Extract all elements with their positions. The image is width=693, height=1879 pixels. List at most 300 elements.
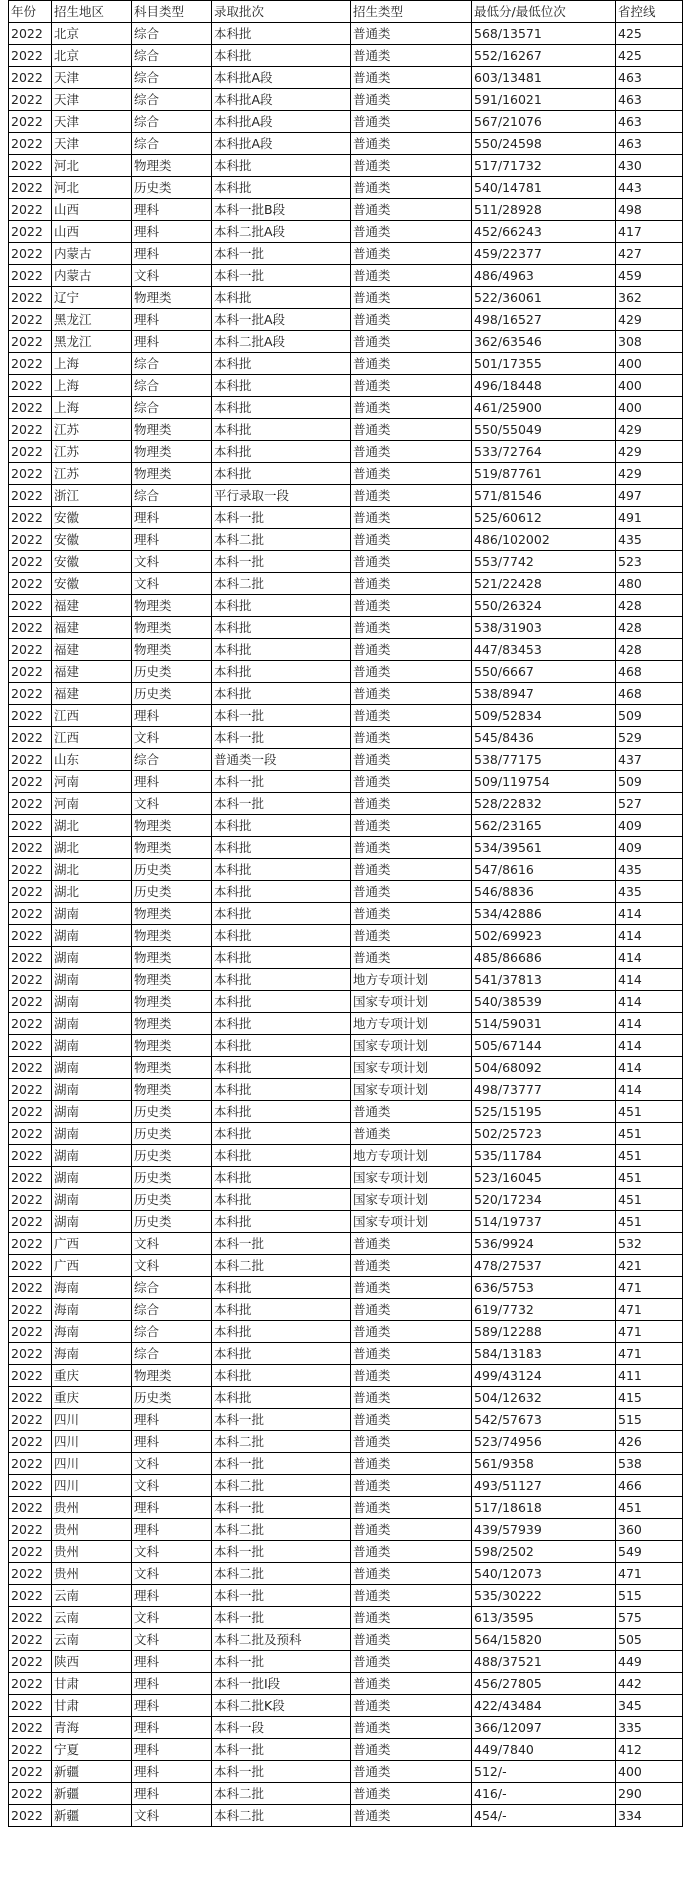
region-cell: 安徽: [52, 573, 132, 595]
subject-type-cell: 理科: [132, 331, 212, 353]
region-cell: 江西: [52, 727, 132, 749]
region-cell: 江苏: [52, 441, 132, 463]
min-score-rank-cell: 538/77175: [472, 749, 616, 771]
enrollment-type-cell: 普通类: [351, 903, 472, 925]
control-line-cell: 429: [616, 441, 683, 463]
region-cell: 河南: [52, 793, 132, 815]
region-cell: 福建: [52, 595, 132, 617]
min-score-rank-cell: 613/3595: [472, 1607, 616, 1629]
subject-type-cell: 理科: [132, 529, 212, 551]
batch-cell: 本科一批: [212, 1497, 351, 1519]
control-line-cell: 415: [616, 1387, 683, 1409]
min-score-rank-cell: 512/-: [472, 1761, 616, 1783]
min-score-rank-cell: 496/18448: [472, 375, 616, 397]
table-row: [9, 485, 683, 507]
min-score-rank-cell: 493/51127: [472, 1475, 616, 1497]
enrollment-type-cell: 普通类: [351, 111, 472, 133]
subject-type-cell: 综合: [132, 1277, 212, 1299]
control-line-cell: 538: [616, 1453, 683, 1475]
subject-type-cell: 综合: [132, 45, 212, 67]
table-row: [9, 1079, 683, 1101]
region-cell: 湖南: [52, 1101, 132, 1123]
subject-type-cell: 理科: [132, 1497, 212, 1519]
enrollment-type-cell: 国家专项计划: [351, 1057, 472, 1079]
year-cell: 2022: [9, 1783, 52, 1805]
min-score-rank-cell: 486/102002: [472, 529, 616, 551]
subject-type-cell: 历史类: [132, 1167, 212, 1189]
region-cell: 青海: [52, 1717, 132, 1739]
region-cell: 甘肃: [52, 1695, 132, 1717]
year-cell: 2022: [9, 815, 52, 837]
enrollment-type-cell: 普通类: [351, 1717, 472, 1739]
batch-cell: 本科批: [212, 287, 351, 309]
year-cell: 2022: [9, 1673, 52, 1695]
year-cell: 2022: [9, 1629, 52, 1651]
year-cell: 2022: [9, 771, 52, 793]
year-cell: 2022: [9, 1211, 52, 1233]
batch-cell: 本科二批K段: [212, 1695, 351, 1717]
min-score-rank-cell: 584/13183: [472, 1343, 616, 1365]
min-score-rank-cell: 504/12632: [472, 1387, 616, 1409]
batch-cell: 本科二批: [212, 1519, 351, 1541]
min-score-rank-cell: 540/12073: [472, 1563, 616, 1585]
year-cell: 2022: [9, 1365, 52, 1387]
min-score-rank-cell: 523/74956: [472, 1431, 616, 1453]
control-line-cell: 459: [616, 265, 683, 287]
region-cell: 山西: [52, 221, 132, 243]
min-score-rank-cell: 567/21076: [472, 111, 616, 133]
region-cell: 辽宁: [52, 287, 132, 309]
year-cell: 2022: [9, 1739, 52, 1761]
control-line-cell: 509: [616, 771, 683, 793]
subject-type-cell: 历史类: [132, 1123, 212, 1145]
batch-cell: 本科一批: [212, 793, 351, 815]
enrollment-type-cell: 普通类: [351, 1607, 472, 1629]
year-cell: 2022: [9, 133, 52, 155]
control-line-cell: 451: [616, 1189, 683, 1211]
region-cell: 天津: [52, 133, 132, 155]
region-cell: 湖南: [52, 969, 132, 991]
subject-type-cell: 综合: [132, 1321, 212, 1343]
table-row: [9, 947, 683, 969]
header-batch: 录取批次: [212, 1, 351, 23]
batch-cell: 本科一批: [212, 1651, 351, 1673]
year-cell: 2022: [9, 1255, 52, 1277]
subject-type-cell: 文科: [132, 1255, 212, 1277]
subject-type-cell: 物理类: [132, 1079, 212, 1101]
header-min-score-rank: 最低分/最低位次: [472, 1, 616, 23]
control-line-cell: 437: [616, 749, 683, 771]
enrollment-type-cell: 普通类: [351, 683, 472, 705]
region-cell: 山东: [52, 749, 132, 771]
table-row: [9, 243, 683, 265]
region-cell: 内蒙古: [52, 265, 132, 287]
year-cell: 2022: [9, 155, 52, 177]
year-cell: 2022: [9, 661, 52, 683]
header-enrollment-type: 招生类型: [351, 1, 472, 23]
table-row: [9, 1101, 683, 1123]
batch-cell: 本科批: [212, 1387, 351, 1409]
min-score-rank-cell: 485/86686: [472, 947, 616, 969]
year-cell: 2022: [9, 1431, 52, 1453]
batch-cell: 本科一批: [212, 1541, 351, 1563]
enrollment-type-cell: 普通类: [351, 243, 472, 265]
year-cell: 2022: [9, 485, 52, 507]
min-score-rank-cell: 562/23165: [472, 815, 616, 837]
region-cell: 河北: [52, 155, 132, 177]
enrollment-type-cell: 普通类: [351, 947, 472, 969]
min-score-rank-cell: 564/15820: [472, 1629, 616, 1651]
table-row: [9, 727, 683, 749]
table-row: [9, 969, 683, 991]
batch-cell: 本科批: [212, 903, 351, 925]
year-cell: 2022: [9, 859, 52, 881]
table-row: [9, 991, 683, 1013]
min-score-rank-cell: 636/5753: [472, 1277, 616, 1299]
enrollment-type-cell: 普通类: [351, 1431, 472, 1453]
subject-type-cell: 物理类: [132, 155, 212, 177]
control-line-cell: 451: [616, 1167, 683, 1189]
control-line-cell: 430: [616, 155, 683, 177]
batch-cell: 本科批: [212, 1123, 351, 1145]
enrollment-type-cell: 地方专项计划: [351, 1013, 472, 1035]
region-cell: 云南: [52, 1585, 132, 1607]
batch-cell: 普通类一段: [212, 749, 351, 771]
enrollment-type-cell: 普通类: [351, 925, 472, 947]
subject-type-cell: 综合: [132, 749, 212, 771]
subject-type-cell: 物理类: [132, 463, 212, 485]
table-row: [9, 287, 683, 309]
region-cell: 安徽: [52, 507, 132, 529]
table-row: [9, 881, 683, 903]
table-row: [9, 661, 683, 683]
subject-type-cell: 理科: [132, 243, 212, 265]
region-cell: 福建: [52, 617, 132, 639]
subject-type-cell: 理科: [132, 1585, 212, 1607]
year-cell: 2022: [9, 1519, 52, 1541]
table-row: [9, 1387, 683, 1409]
batch-cell: 本科批: [212, 1211, 351, 1233]
region-cell: 湖南: [52, 991, 132, 1013]
subject-type-cell: 综合: [132, 375, 212, 397]
year-cell: 2022: [9, 881, 52, 903]
table-row: [9, 353, 683, 375]
subject-type-cell: 理科: [132, 771, 212, 793]
control-line-cell: 400: [616, 1761, 683, 1783]
control-line-cell: 451: [616, 1497, 683, 1519]
control-line-cell: 345: [616, 1695, 683, 1717]
table-row: [9, 1673, 683, 1695]
year-cell: 2022: [9, 89, 52, 111]
min-score-rank-cell: 514/19737: [472, 1211, 616, 1233]
control-line-cell: 497: [616, 485, 683, 507]
min-score-rank-cell: 447/83453: [472, 639, 616, 661]
control-line-cell: 400: [616, 353, 683, 375]
control-line-cell: 400: [616, 397, 683, 419]
enrollment-type-cell: 普通类: [351, 1585, 472, 1607]
control-line-cell: 451: [616, 1211, 683, 1233]
region-cell: 江西: [52, 705, 132, 727]
region-cell: 上海: [52, 353, 132, 375]
region-cell: 福建: [52, 683, 132, 705]
control-line-cell: 515: [616, 1409, 683, 1431]
table-row: [9, 111, 683, 133]
subject-type-cell: 历史类: [132, 177, 212, 199]
control-line-cell: 409: [616, 837, 683, 859]
control-line-cell: 428: [616, 617, 683, 639]
batch-cell: 本科批: [212, 1365, 351, 1387]
region-cell: 河北: [52, 177, 132, 199]
enrollment-type-cell: 普通类: [351, 1563, 472, 1585]
subject-type-cell: 物理类: [132, 1013, 212, 1035]
region-cell: 贵州: [52, 1519, 132, 1541]
region-cell: 湖南: [52, 1211, 132, 1233]
control-line-cell: 425: [616, 23, 683, 45]
enrollment-type-cell: 普通类: [351, 463, 472, 485]
enrollment-type-cell: 普通类: [351, 441, 472, 463]
control-line-cell: 290: [616, 1783, 683, 1805]
region-cell: 新疆: [52, 1805, 132, 1827]
enrollment-type-cell: 普通类: [351, 331, 472, 353]
control-line-cell: 421: [616, 1255, 683, 1277]
year-cell: 2022: [9, 331, 52, 353]
min-score-rank-cell: 509/52834: [472, 705, 616, 727]
subject-type-cell: 物理类: [132, 441, 212, 463]
region-cell: 天津: [52, 111, 132, 133]
year-cell: 2022: [9, 397, 52, 419]
region-cell: 天津: [52, 67, 132, 89]
control-line-cell: 471: [616, 1277, 683, 1299]
control-line-cell: 429: [616, 419, 683, 441]
enrollment-type-cell: 普通类: [351, 507, 472, 529]
table-row: [9, 463, 683, 485]
subject-type-cell: 物理类: [132, 969, 212, 991]
region-cell: 内蒙古: [52, 243, 132, 265]
subject-type-cell: 综合: [132, 111, 212, 133]
region-cell: 湖南: [52, 1189, 132, 1211]
enrollment-type-cell: 普通类: [351, 1805, 472, 1827]
min-score-rank-cell: 525/60612: [472, 507, 616, 529]
batch-cell: 本科一批: [212, 1453, 351, 1475]
region-cell: 重庆: [52, 1365, 132, 1387]
subject-type-cell: 文科: [132, 1453, 212, 1475]
control-line-cell: 414: [616, 991, 683, 1013]
enrollment-type-cell: 普通类: [351, 1343, 472, 1365]
min-score-rank-cell: 422/43484: [472, 1695, 616, 1717]
region-cell: 江苏: [52, 419, 132, 441]
min-score-rank-cell: 362/63546: [472, 331, 616, 353]
enrollment-type-cell: 普通类: [351, 353, 472, 375]
enrollment-type-cell: 普通类: [351, 133, 472, 155]
enrollment-type-cell: 普通类: [351, 1277, 472, 1299]
enrollment-type-cell: 国家专项计划: [351, 1211, 472, 1233]
subject-type-cell: 理科: [132, 1409, 212, 1431]
subject-type-cell: 理科: [132, 1519, 212, 1541]
year-cell: 2022: [9, 1607, 52, 1629]
region-cell: 湖南: [52, 903, 132, 925]
table-row: [9, 705, 683, 727]
min-score-rank-cell: 589/12288: [472, 1321, 616, 1343]
table-row: [9, 771, 683, 793]
min-score-rank-cell: 501/17355: [472, 353, 616, 375]
min-score-rank-cell: 514/59031: [472, 1013, 616, 1035]
region-cell: 四川: [52, 1431, 132, 1453]
table-row: [9, 1255, 683, 1277]
control-line-cell: 414: [616, 1013, 683, 1035]
batch-cell: 本科一批: [212, 1409, 351, 1431]
region-cell: 海南: [52, 1277, 132, 1299]
enrollment-type-cell: 普通类: [351, 1299, 472, 1321]
year-cell: 2022: [9, 353, 52, 375]
batch-cell: 本科批: [212, 881, 351, 903]
subject-type-cell: 物理类: [132, 639, 212, 661]
region-cell: 广西: [52, 1255, 132, 1277]
enrollment-type-cell: 普通类: [351, 1387, 472, 1409]
min-score-rank-cell: 547/8616: [472, 859, 616, 881]
min-score-rank-cell: 498/73777: [472, 1079, 616, 1101]
subject-type-cell: 综合: [132, 23, 212, 45]
batch-cell: 本科一批: [212, 771, 351, 793]
batch-cell: 本科批: [212, 419, 351, 441]
year-cell: 2022: [9, 1717, 52, 1739]
year-cell: 2022: [9, 419, 52, 441]
enrollment-type-cell: 地方专项计划: [351, 969, 472, 991]
region-cell: 四川: [52, 1453, 132, 1475]
min-score-rank-cell: 542/57673: [472, 1409, 616, 1431]
min-score-rank-cell: 552/16267: [472, 45, 616, 67]
batch-cell: 本科批A段: [212, 89, 351, 111]
region-cell: 湖南: [52, 925, 132, 947]
table-row: [9, 683, 683, 705]
table-row: [9, 815, 683, 837]
min-score-rank-cell: 538/8947: [472, 683, 616, 705]
batch-cell: 本科批: [212, 1035, 351, 1057]
control-line-cell: 498: [616, 199, 683, 221]
subject-type-cell: 理科: [132, 1673, 212, 1695]
min-score-rank-cell: 504/68092: [472, 1057, 616, 1079]
batch-cell: 本科二批: [212, 1255, 351, 1277]
subject-type-cell: 物理类: [132, 837, 212, 859]
region-cell: 湖南: [52, 1035, 132, 1057]
year-cell: 2022: [9, 23, 52, 45]
subject-type-cell: 历史类: [132, 661, 212, 683]
min-score-rank-cell: 498/16527: [472, 309, 616, 331]
batch-cell: 本科一批: [212, 1233, 351, 1255]
batch-cell: 本科二批及预科: [212, 1629, 351, 1651]
min-score-rank-cell: 540/14781: [472, 177, 616, 199]
control-line-cell: 428: [616, 595, 683, 617]
enrollment-type-cell: 普通类: [351, 1739, 472, 1761]
table-row: [9, 507, 683, 529]
batch-cell: 本科二批: [212, 1431, 351, 1453]
control-line-cell: 449: [616, 1651, 683, 1673]
enrollment-type-cell: 普通类: [351, 529, 472, 551]
region-cell: 湖北: [52, 837, 132, 859]
table-row: [9, 529, 683, 551]
table-row: [9, 67, 683, 89]
table-row: [9, 1013, 683, 1035]
batch-cell: 本科一批: [212, 1739, 351, 1761]
subject-type-cell: 综合: [132, 89, 212, 111]
table-row: [9, 1321, 683, 1343]
table-row: [9, 397, 683, 419]
year-cell: 2022: [9, 727, 52, 749]
min-score-rank-cell: 488/37521: [472, 1651, 616, 1673]
min-score-rank-cell: 521/22428: [472, 573, 616, 595]
batch-cell: 本科批: [212, 1343, 351, 1365]
subject-type-cell: 物理类: [132, 287, 212, 309]
subject-type-cell: 物理类: [132, 815, 212, 837]
year-cell: 2022: [9, 1013, 52, 1035]
year-cell: 2022: [9, 1035, 52, 1057]
control-line-cell: 575: [616, 1607, 683, 1629]
table-row: [9, 1651, 683, 1673]
subject-type-cell: 综合: [132, 353, 212, 375]
min-score-rank-cell: 511/28928: [472, 199, 616, 221]
region-cell: 福建: [52, 639, 132, 661]
control-line-cell: 435: [616, 529, 683, 551]
year-cell: 2022: [9, 221, 52, 243]
table-row: [9, 177, 683, 199]
year-cell: 2022: [9, 925, 52, 947]
header-control-line: 省控线: [616, 1, 683, 23]
min-score-rank-cell: 528/22832: [472, 793, 616, 815]
table-row: [9, 199, 683, 221]
region-cell: 湖南: [52, 1079, 132, 1101]
enrollment-type-cell: 普通类: [351, 837, 472, 859]
batch-cell: 本科一批A段: [212, 309, 351, 331]
enrollment-type-cell: 普通类: [351, 1761, 472, 1783]
min-score-rank-cell: 449/7840: [472, 1739, 616, 1761]
enrollment-type-cell: 普通类: [351, 793, 472, 815]
table-row: [9, 595, 683, 617]
year-cell: 2022: [9, 903, 52, 925]
control-line-cell: 411: [616, 1365, 683, 1387]
year-cell: 2022: [9, 705, 52, 727]
region-cell: 贵州: [52, 1563, 132, 1585]
year-cell: 2022: [9, 1695, 52, 1717]
control-line-cell: 471: [616, 1563, 683, 1585]
min-score-rank-cell: 416/-: [472, 1783, 616, 1805]
enrollment-type-cell: 普通类: [351, 1123, 472, 1145]
year-cell: 2022: [9, 749, 52, 771]
min-score-rank-cell: 499/43124: [472, 1365, 616, 1387]
batch-cell: 本科批: [212, 177, 351, 199]
table-row: [9, 1739, 683, 1761]
year-cell: 2022: [9, 1145, 52, 1167]
year-cell: 2022: [9, 991, 52, 1013]
region-cell: 安徽: [52, 551, 132, 573]
min-score-rank-cell: 535/30222: [472, 1585, 616, 1607]
year-cell: 2022: [9, 1101, 52, 1123]
enrollment-type-cell: 普通类: [351, 1497, 472, 1519]
year-cell: 2022: [9, 1585, 52, 1607]
table-row: [9, 1167, 683, 1189]
table-row: [9, 1145, 683, 1167]
table-body: [9, 23, 683, 1827]
enrollment-type-cell: 普通类: [351, 1233, 472, 1255]
table-row: [9, 1541, 683, 1563]
year-cell: 2022: [9, 1167, 52, 1189]
batch-cell: 本科批: [212, 947, 351, 969]
table-row: [9, 221, 683, 243]
table-row: [9, 133, 683, 155]
region-cell: 云南: [52, 1629, 132, 1651]
year-cell: 2022: [9, 683, 52, 705]
subject-type-cell: 历史类: [132, 859, 212, 881]
min-score-rank-cell: 540/38539: [472, 991, 616, 1013]
enrollment-type-cell: 国家专项计划: [351, 1035, 472, 1057]
